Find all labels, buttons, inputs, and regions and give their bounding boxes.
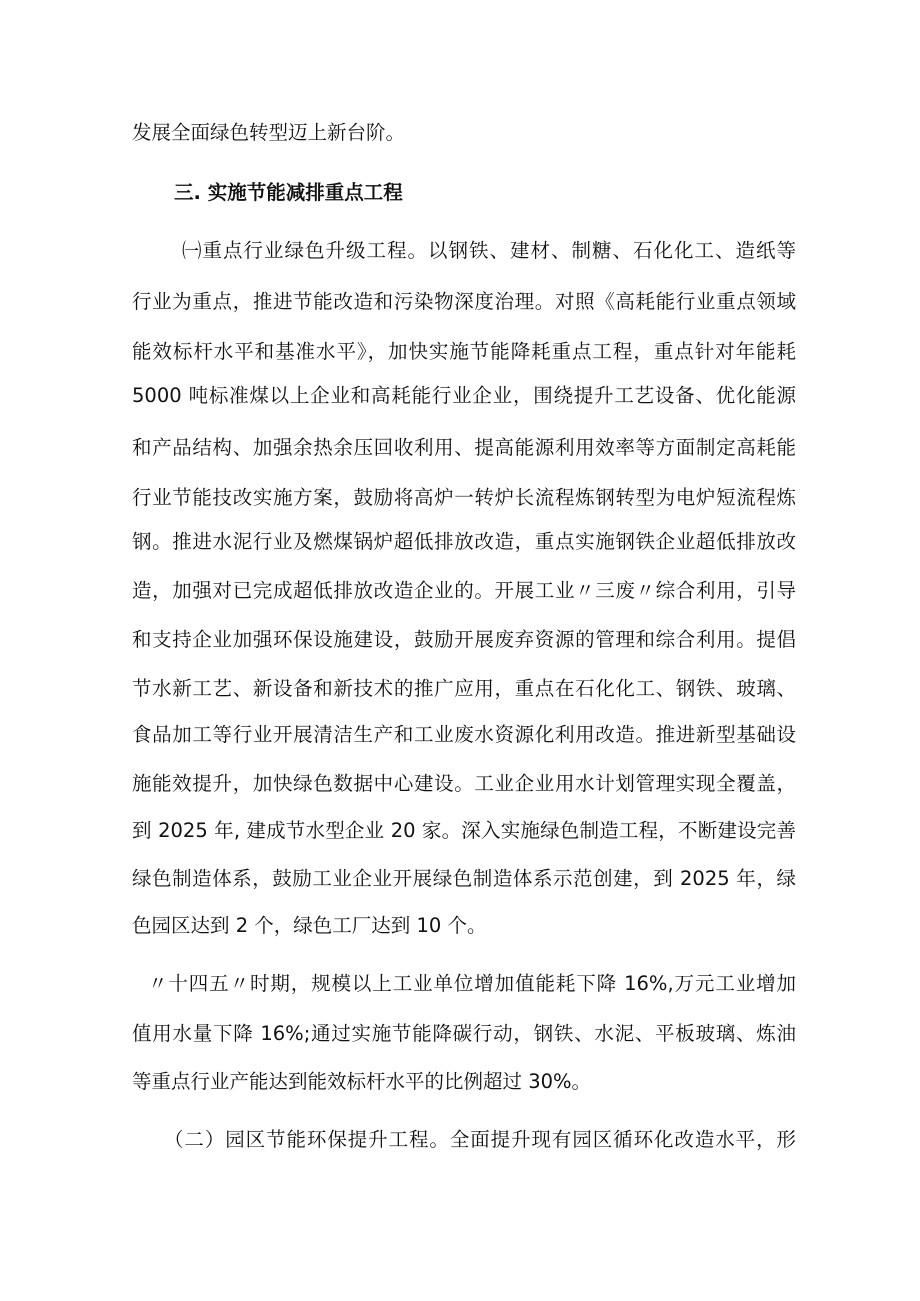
paragraph-3-line-1: （二）园区节能环保提升工程。全面提升现有园区循环化改造水平，形	[164, 1128, 796, 1151]
paragraph-1-line-3: 能效标杆水平和基准水平》，加快实施节能降耗重点工程，重点针对年能耗	[132, 340, 796, 363]
paragraph-1-line-1: ㈠重点行业绿色升级工程。以钢铁、建材、制糖、石化化工、造纸等	[182, 239, 796, 262]
paragraph-2-line-1: 〃十四五〃时期，规模以上工业单位增加值能耗下降 16%,万元工业增加	[148, 972, 796, 995]
paragraph-2-line-2: 值用水量下降 16%;通过实施节能降碳行动，钢铁、水泥、平板玻璃、炼油	[132, 1022, 796, 1045]
paragraph-1-line-11: 食品加工等行业开展清洁生产和工业废水资源化利用改造。推进新型基础设	[132, 723, 796, 746]
paragraph-1-line-15: 色园区达到 2 个，绿色工厂达到 10 个。	[132, 914, 487, 937]
paragraph-1-line-5: 和产品结构、加强余热余压回收利用、提高能源利用效率等方面制定高耗能	[132, 436, 796, 459]
paragraph-1-line-9: 和支持企业加强环保设施建设，鼓励开展废弃资源的管理和综合利用。提倡	[132, 628, 796, 651]
section-heading: 三. 实施节能减排重点工程	[174, 181, 403, 204]
paragraph-1-line-8: 造，加强对已完成超低排放改造企业的。开展工业〃三废〃综合利用，引导	[132, 579, 796, 602]
intro-line: 发展全面绿色转型迈上新台阶。	[132, 121, 406, 144]
paragraph-1-line-4: 5000 吨标准煤以上企业和高耗能行业企业，围绕提升工艺设备、优化能源	[132, 384, 796, 407]
paragraph-1-line-2: 行业为重点，推进节能改造和污染物深度治理。对照《高耗能行业重点领域	[132, 290, 796, 313]
paragraph-1-line-6: 行业节能技改实施方案，鼓励将高炉一转炉长流程炼钢转型为电炉短流程炼	[132, 486, 796, 509]
paragraph-1-line-14: 绿色制造体系，鼓励工业企业开展绿色制造体系示范创建，到 2025 年，绿	[132, 867, 796, 890]
paragraph-2-line-3: 等重点行业产能达到能效标杆水平的比例超过 30%。	[132, 1070, 592, 1093]
paragraph-1-line-13: 到 2025 年, 建成节水型企业 20 家。深入实施绿色制造工程，不断建设完善	[132, 819, 796, 842]
paragraph-1-line-10: 节水新工艺、新设备和新技术的推广应用，重点在石化化工、钢铁、玻璃、	[132, 677, 796, 700]
paragraph-1-line-7: 钢。推进水泥行业及燃煤锅炉超低排放改造，重点实施钢铁企业超低排放改	[132, 530, 796, 553]
paragraph-1-line-12: 施能效提升，加快绿色数据中心建设。工业企业用水计划管理实现全覆盖，	[132, 772, 796, 795]
